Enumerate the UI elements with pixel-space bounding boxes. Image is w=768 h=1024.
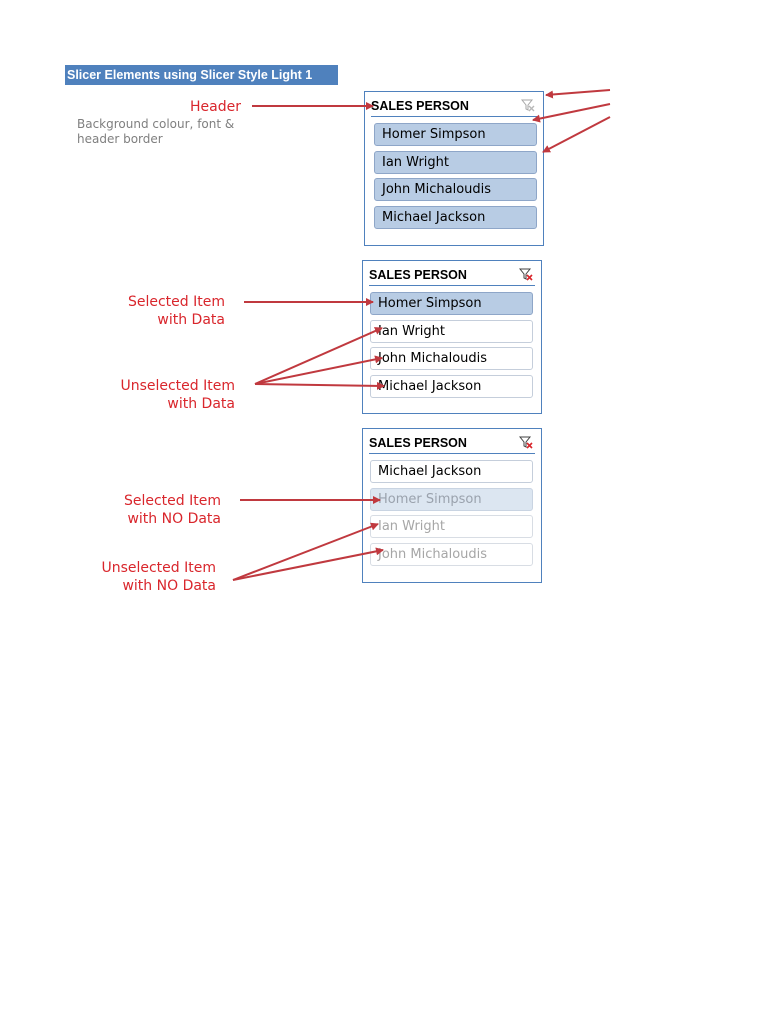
arrow-border [543, 117, 610, 152]
arrow-unselected-data-1 [255, 328, 382, 384]
slicer-item[interactable]: Homer Simpson [370, 292, 533, 315]
slicer-item[interactable]: Homer Simpson [370, 488, 533, 511]
slicer-item[interactable]: John Michaloudis [370, 543, 533, 566]
arrow-unselected-nodata-2 [233, 550, 383, 580]
slicer-header-title: SALES PERSON [369, 268, 467, 282]
slicer-item[interactable]: John Michaloudis [374, 178, 537, 201]
arrow-unselected-nodata-1 [233, 524, 378, 580]
unselected-nodata-label-line1: Unselected Item [101, 560, 216, 576]
arrow-unselected-data-3 [255, 384, 384, 386]
arrow-background [546, 90, 610, 95]
arrow-font [533, 104, 610, 120]
selected-data-label-line2: with Data [157, 312, 225, 328]
header-label: Header [190, 99, 241, 115]
slicer-item[interactable]: Michael Jackson [370, 460, 533, 483]
header-desc-line1: Background colour, font & [77, 117, 235, 131]
header-desc-line2: header border [77, 132, 163, 146]
selected-data-label-line1: Selected Item [127, 294, 225, 310]
slicer-item[interactable]: Ian Wright [374, 151, 537, 174]
slicer-item[interactable]: Ian Wright [370, 515, 533, 538]
slicer-item[interactable]: Homer Simpson [374, 123, 537, 146]
slicer-header-title: SALES PERSON [369, 436, 467, 450]
page-title: Slicer Elements using Slicer Style Light 1 [65, 65, 338, 85]
slicer-item[interactable]: John Michaloudis [370, 347, 533, 370]
unselected-data-label-line2: with Data [167, 396, 235, 412]
slicer-header-title: SALES PERSON [371, 99, 469, 113]
selected-nodata-label-line1: Selected Item [123, 493, 221, 509]
slicer-item[interactable]: Michael Jackson [370, 375, 533, 398]
unselected-data-label-line1: Unselected Item [120, 378, 235, 394]
slicer-item[interactable]: Michael Jackson [374, 206, 537, 229]
slicer-item[interactable]: Ian Wright [370, 320, 533, 343]
selected-nodata-label-line2: with NO Data [127, 511, 221, 527]
unselected-nodata-label-line2: with NO Data [122, 578, 216, 594]
arrow-unselected-data-2 [255, 358, 382, 384]
